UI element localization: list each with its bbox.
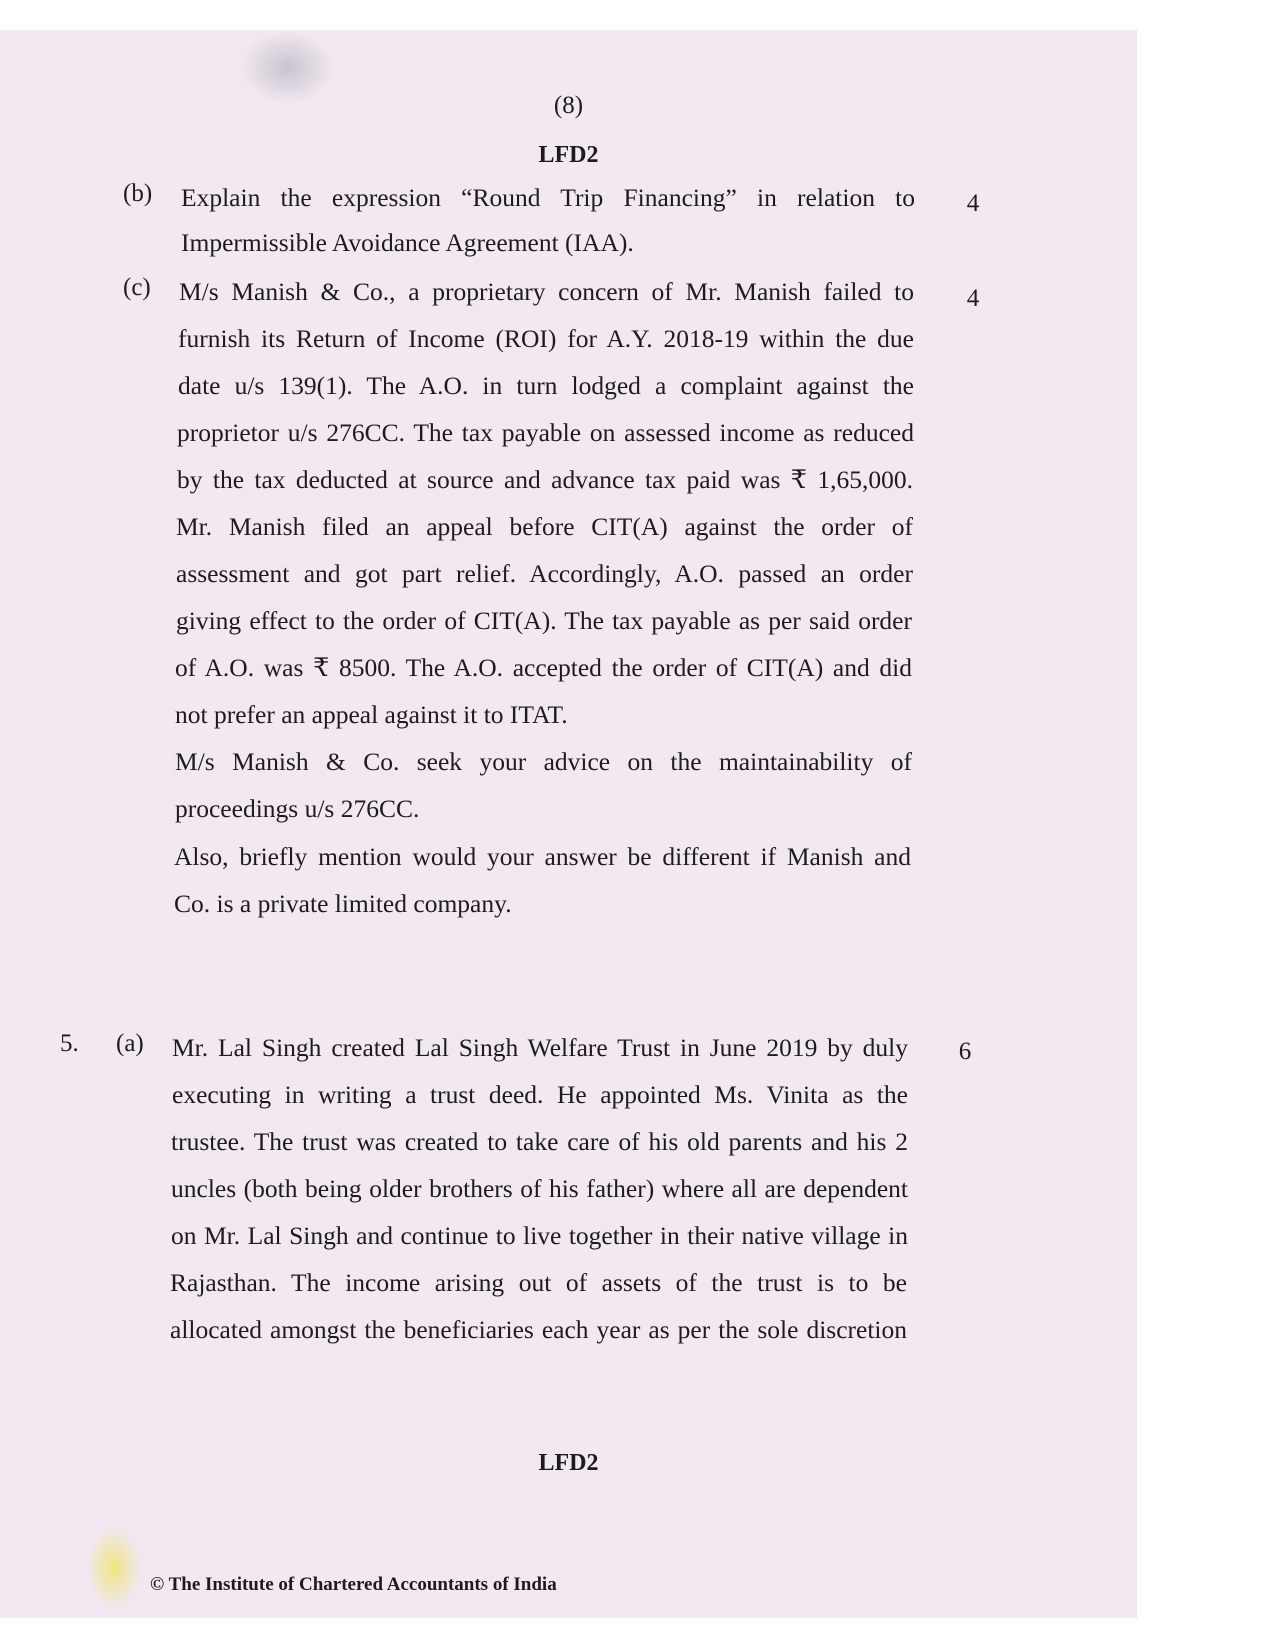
question-4c-label: (c) bbox=[123, 274, 151, 301]
question-5a-line: Mr. Lal Singh created Lal Singh Welfare Trust in June 2019 by duly bbox=[172, 1033, 908, 1062]
question-5a-line: Rajasthan. The income arising out of assets of the trust is to be bbox=[170, 1268, 907, 1297]
question-4c-line: Co. is a private limited company. bbox=[174, 889, 512, 918]
question-5-number: 5. bbox=[60, 1030, 79, 1057]
question-4c-line: of A.O. was ₹ 8500. The A.O. accepted the order of CIT(A) and did bbox=[175, 653, 912, 682]
question-5a-line: allocated amongst the beneficiaries each year as per the sole discretion bbox=[170, 1315, 907, 1344]
question-5a-marks: 6 bbox=[958, 1038, 972, 1065]
question-4c-line: giving effect to the order of CIT(A). The tax payable as per said order bbox=[176, 606, 912, 635]
question-5a-line: on Mr. Lal Singh and continue to live together in their native village in bbox=[171, 1221, 908, 1250]
paper-code-footer: LFD2 bbox=[538, 1450, 599, 1476]
question-4b-line: Explain the expression “Round Trip Financing” in relation to bbox=[181, 183, 915, 212]
question-4b-label: (b) bbox=[123, 180, 153, 207]
question-5a-line: executing in writing a trust deed. He appointed Ms. Vinita as the bbox=[172, 1080, 908, 1109]
question-4c-marks: 4 bbox=[966, 285, 980, 312]
question-4c-line: Also, briefly mention would your answer be different if Manish and bbox=[174, 842, 911, 871]
question-4c-line: M/s Manish & Co. seek your advice on the maintainability of bbox=[175, 747, 912, 776]
question-4c-line: assessment and got part relief. Accordingly, A.O. passed an order bbox=[176, 559, 913, 588]
question-4c-line: not prefer an appeal against it to ITAT. bbox=[175, 700, 568, 729]
question-4c-line: M/s Manish & Co., a proprietary concern of Mr. Manish failed to bbox=[179, 277, 914, 306]
highlighter-mark bbox=[88, 1528, 140, 1608]
question-4c-line: proprietor u/s 276CC. The tax payable on assessed income as reduced bbox=[177, 418, 914, 447]
question-4c-line: Mr. Manish filed an appeal before CIT(A) against the order of bbox=[176, 512, 913, 541]
question-4c-line: furnish its Return of Income (ROI) for A.Y. 2018-19 within the due bbox=[178, 324, 914, 353]
page-number: (8) bbox=[553, 92, 584, 119]
question-4b-line: Impermissible Avoidance Agreement (IAA). bbox=[181, 228, 634, 257]
question-paper-page bbox=[0, 30, 1137, 1618]
question-5a-line: uncles (both being older brothers of his father) where all are dependent bbox=[171, 1174, 908, 1203]
question-4c-line: date u/s 139(1). The A.O. in turn lodged a complaint against the bbox=[178, 371, 914, 400]
question-4c-line: proceedings u/s 276CC. bbox=[175, 794, 420, 823]
question-4c-line: by the tax deducted at source and advance tax paid was ₹ 1,65,000. bbox=[177, 465, 913, 494]
question-4b-marks: 4 bbox=[966, 190, 980, 217]
question-5a-line: trustee. The trust was created to take care of his old parents and his 2 bbox=[171, 1127, 908, 1156]
question-5a-label: (a) bbox=[116, 1030, 144, 1057]
copyright-footer: © The Institute of Chartered Accountants of India bbox=[150, 1574, 557, 1595]
paper-code-header: LFD2 bbox=[538, 142, 599, 168]
